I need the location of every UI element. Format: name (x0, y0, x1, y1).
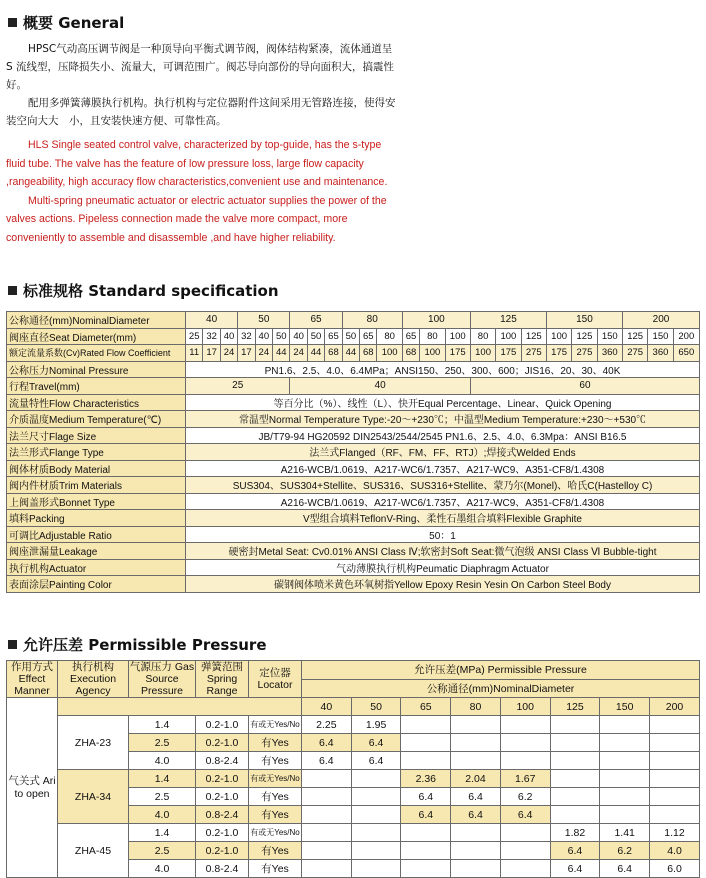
perm-value (600, 770, 650, 788)
perm-spring: 0.2-1.0 (196, 824, 249, 842)
spec-cell: 80 (470, 328, 495, 345)
perm-value: 6.4 (401, 806, 451, 824)
spec-cell: 等百分比（%）、线性（L）、快开Equal Percentage、Linear、Quick Opening (186, 394, 700, 411)
perm-value (451, 752, 501, 770)
perm-value (401, 860, 451, 878)
spec-cell: 50 (342, 328, 359, 345)
perm-value (351, 842, 401, 860)
general-en-paragraph-1: HLS Single seated control valve, characterized by top-guide, has the s-type fluid tube. The valve has the feature of low pressure loss, large flow capacity ,rangeability, high accuracy flow characteristics,convenient use and maintenance. (6, 139, 388, 188)
perm-table (6, 660, 700, 878)
perm-gas: 1.4 (129, 716, 196, 734)
perm-value: 1.82 (550, 824, 600, 842)
perm-value (302, 824, 352, 842)
spec-cell: A216-WCB/1.0619、A217-WC6/1.7357、A217-WC9、A351-CF8/1.4308 (186, 493, 700, 510)
perm-spring: 0.2-1.0 (196, 734, 249, 752)
perm-spring: 0.2-1.0 (196, 770, 249, 788)
perm-value: 6.4 (302, 752, 352, 770)
perm-row (7, 770, 700, 788)
perm-value: 2.36 (401, 770, 451, 788)
perm-diameter: 65 (401, 698, 451, 716)
spec-row-nominal (7, 312, 700, 329)
perm-value: 6.4 (351, 752, 401, 770)
perm-value: 6.4 (600, 860, 650, 878)
spec-cell: 40 (220, 328, 237, 345)
perm-value (650, 770, 700, 788)
perm-value (302, 770, 352, 788)
perm-gas: 2.5 (129, 734, 196, 752)
perm-locator: 有Yes (249, 734, 302, 752)
perm-agency: ZHA-23 (58, 716, 129, 770)
spec-cell: 80 (420, 328, 445, 345)
spec-cell: 17 (238, 345, 255, 362)
spec-heading-text: 标准规格 Standard specification (23, 282, 279, 300)
perm-locator: 有Yes (249, 806, 302, 824)
spec-cell: 40 (186, 312, 238, 329)
perm-value: 1.67 (500, 770, 550, 788)
perm-locator: 有Yes (249, 788, 302, 806)
perm-value (600, 752, 650, 770)
general-en-paragraph-2: Multi-spring pneumatic actuator or electric actuator supplies the power of the valves actions. Pipeless connection made the valve more compact, more conveniently to assemble and disassemble ,and have higher reliability. (6, 194, 387, 244)
spec-row (7, 477, 700, 494)
perm-value (351, 788, 401, 806)
perm-value (500, 860, 550, 878)
perm-row (7, 716, 700, 734)
spec-cell: 40 (290, 328, 307, 345)
perm-value (650, 716, 700, 734)
perm-value (600, 806, 650, 824)
spec-cell: 100 (377, 345, 402, 362)
spec-cell: 650 (673, 345, 699, 362)
spec-cell: 175 (496, 345, 521, 362)
perm-head-nominal: 公称通径(mm)NominalDiameter (302, 679, 700, 698)
perm-diameter: 100 (500, 698, 550, 716)
spec-cell: 200 (673, 328, 699, 345)
perm-diameter: 200 (650, 698, 700, 716)
spec-cell: 80 (377, 328, 402, 345)
perm-gas: 1.4 (129, 770, 196, 788)
perm-value (650, 806, 700, 824)
spec-cell: 68 (402, 345, 419, 362)
spec-cell: 68 (325, 345, 342, 362)
spec-label: 阀体材质Body Material (7, 460, 186, 477)
spec-cell: 68 (360, 345, 377, 362)
perm-spring: 0.8-2.4 (196, 860, 249, 878)
spec-label: 阀内件材质Trim Materials (7, 477, 186, 494)
bullet-square-icon (8, 18, 17, 27)
perm-value: 6.2 (500, 788, 550, 806)
perm-agency: ZHA-45 (58, 824, 129, 878)
perm-value (451, 734, 501, 752)
spec-cell: 60 (470, 378, 699, 395)
spec-cell: 50：1 (186, 526, 700, 543)
perm-head-locator: 定位器 Locator (249, 661, 302, 698)
spec-cell: 100 (402, 312, 470, 329)
spec-cell: SUS304、SUS304+Stellite、SUS316、SUS316+Stellite、蒙乃尔(Monel)、哈氏C(Hastelloy C) (186, 477, 700, 494)
perm-row (7, 824, 700, 842)
perm-value: 6.4 (351, 734, 401, 752)
spec-cell: 50 (273, 328, 290, 345)
perm-value: 1.95 (351, 716, 401, 734)
spec-label: 流量特性Flow Characteristics (7, 394, 186, 411)
spec-cell: 65 (402, 328, 419, 345)
general-heading-text: 概要 General (23, 14, 125, 32)
perm-diameter: 50 (351, 698, 401, 716)
spec-cell: 100 (420, 345, 445, 362)
spec-row (7, 510, 700, 527)
spec-cell: 11 (186, 345, 203, 362)
spec-label: 填料Packing (7, 510, 186, 527)
spec-row (7, 543, 700, 560)
perm-locator: 有Yes (249, 860, 302, 878)
perm-value (550, 788, 600, 806)
bullet-square-icon (8, 286, 17, 295)
spec-label: 额定流量系数(Cv)Rated Flow Coefficient (7, 345, 186, 362)
spec-cell: 360 (597, 345, 622, 362)
perm-header-row (7, 661, 700, 680)
spec-cell: 100 (496, 328, 521, 345)
spec-row (7, 526, 700, 543)
perm-gas: 4.0 (129, 860, 196, 878)
spec-cell: 125 (572, 328, 597, 345)
spec-label: 阀座泄漏量Leakage (7, 543, 186, 560)
perm-value: 6.4 (550, 842, 600, 860)
general-cn-paragraph-1: HPSC气动高压调节阀是一种顶导向平衡式调节阀，阀体结构紧凑，流体通道呈 S 流线型，压降损失小、流量大，可调范围广。阀芯导向部份的导向面积大，搞震性好。 (6, 43, 395, 91)
spec-row (7, 427, 700, 444)
perm-value: 2.25 (302, 716, 352, 734)
perm-diameter: 80 (451, 698, 501, 716)
perm-value (650, 788, 700, 806)
spec-cell: 125 (622, 328, 647, 345)
spec-cell: 65 (360, 328, 377, 345)
perm-value (302, 842, 352, 860)
perm-gas: 4.0 (129, 752, 196, 770)
general-cn-text (6, 40, 402, 130)
perm-head-allow: 允许压差(MPa) Permissible Pressure (302, 661, 700, 680)
perm-diameter: 40 (302, 698, 352, 716)
spec-cell: 200 (622, 312, 699, 329)
perm-value: 1.41 (600, 824, 650, 842)
perm-locator: 有或无Yes/No (249, 824, 302, 842)
perm-locator: 有或无Yes/No (249, 770, 302, 788)
perm-value (302, 788, 352, 806)
perm-spring: 0.8-2.4 (196, 806, 249, 824)
spec-row (7, 444, 700, 461)
spec-label: 执行机构Actuator (7, 559, 186, 576)
spec-cell: 360 (648, 345, 673, 362)
perm-value: 6.0 (650, 860, 700, 878)
spec-cell: 气动薄膜执行机构Peumatic Diaphragm Actuator (186, 559, 700, 576)
perm-value (401, 716, 451, 734)
spec-row (7, 394, 700, 411)
perm-spring: 0.2-1.0 (196, 788, 249, 806)
perm-diameter-row (7, 698, 700, 716)
perm-value: 6.4 (500, 806, 550, 824)
spec-cell: 275 (572, 345, 597, 362)
spec-cell: 150 (597, 328, 622, 345)
spec-cell: 100 (445, 328, 470, 345)
perm-value (500, 734, 550, 752)
spec-cell: V型组合填料TeflonV-Ring、柔性石墨组合填料Flexible Graphite (186, 510, 700, 527)
spec-label: 表面涂层Painting Color (7, 576, 186, 593)
spec-cell: 125 (470, 312, 546, 329)
spec-label: 阀座直径Seat Diameter(mm) (7, 328, 186, 345)
spec-row (7, 460, 700, 477)
perm-value (302, 860, 352, 878)
spec-cell: 硬密封Metal Seat: Cv0.01% ANSI Class Ⅳ;软密封Soft Seat:微气泡级 ANSI Class Ⅵ Bubble-tight (186, 543, 700, 560)
perm-value (451, 860, 501, 878)
perm-spring: 0.2-1.0 (196, 716, 249, 734)
perm-value (451, 716, 501, 734)
spec-cell: 100 (470, 345, 495, 362)
perm-heading (8, 634, 267, 655)
spec-cell: 17 (203, 345, 220, 362)
spec-label: 公称压力Nominal Pressure (7, 361, 186, 378)
spec-cell: 50 (238, 312, 290, 329)
general-cn-paragraph-2: 配用多弹簧薄膜执行机构。执行机构与定位器附件这间采用无管路连接，使得安装空向大大 小，且安装快速方便、可靠性高。 (6, 97, 396, 127)
perm-value (451, 842, 501, 860)
spec-cell: 150 (648, 328, 673, 345)
spec-cell: 24 (255, 345, 272, 362)
spec-cell: JB/T79-94 HG20592 DIN2543/2544/2545 PN1.6、2.5、4.0、6.3Mpa：ANSI B16.5 (186, 427, 700, 444)
spec-row-travel (7, 378, 700, 395)
perm-head-effect: 作用方式 Effect Manner (7, 661, 58, 698)
spec-cell: 40 (290, 378, 470, 395)
perm-locator: 有Yes (249, 842, 302, 860)
spec-cell: 24 (220, 345, 237, 362)
spec-label: 行程Travel(mm) (7, 378, 186, 395)
spec-cell: 25 (186, 378, 290, 395)
perm-value (550, 806, 600, 824)
spec-cell: 65 (290, 312, 342, 329)
spec-cell: 44 (342, 345, 359, 362)
spec-cell: 100 (546, 328, 571, 345)
spec-cell: 44 (273, 345, 290, 362)
perm-value (351, 770, 401, 788)
perm-gas: 2.5 (129, 788, 196, 806)
general-heading (8, 12, 124, 33)
spec-label: 介质温度Medium Temperature(℃) (7, 411, 186, 428)
perm-value (351, 860, 401, 878)
spec-cell: 32 (238, 328, 255, 345)
spec-cell: 80 (342, 312, 402, 329)
perm-heading-text: 允许压差 Permissible Pressure (23, 636, 267, 654)
spec-row (7, 411, 700, 428)
perm-value: 6.4 (550, 860, 600, 878)
spec-row-seat (7, 328, 700, 345)
spec-row-pressure (7, 361, 700, 378)
perm-spring: 0.8-2.4 (196, 752, 249, 770)
perm-value (650, 752, 700, 770)
perm-value (600, 716, 650, 734)
spec-cell: 碳钢阀体喷米黄色环氧树指Yellow Epoxy Resin Yesin On Carbon Steel Body (186, 576, 700, 593)
perm-value: 1.12 (650, 824, 700, 842)
spec-row (7, 559, 700, 576)
perm-value (500, 824, 550, 842)
spec-row (7, 493, 700, 510)
spec-cell: 44 (307, 345, 324, 362)
spec-cell: 275 (622, 345, 647, 362)
perm-value: 2.04 (451, 770, 501, 788)
bullet-square-icon (8, 640, 17, 649)
spec-label: 法兰形式Flange Type (7, 444, 186, 461)
spec-label: 上阀盖形式Bonnet Type (7, 493, 186, 510)
perm-gas: 1.4 (129, 824, 196, 842)
spec-cell: 175 (546, 345, 571, 362)
spec-label: 公称通径(mm)NominalDiameter (7, 312, 186, 329)
spec-cell: 32 (203, 328, 220, 345)
perm-value (600, 734, 650, 752)
spec-heading (8, 280, 279, 301)
perm-value: 6.4 (401, 788, 451, 806)
spec-cell: 175 (445, 345, 470, 362)
spec-row-cv (7, 345, 700, 362)
spec-cell: 50 (307, 328, 324, 345)
spec-label: 可调比Adjustable Ratio (7, 526, 186, 543)
spec-cell: PN1.6、2.5、4.0、6.4MPa；ANSI150、250、300、600；JIS16、20、30、40K (186, 361, 700, 378)
perm-value (500, 842, 550, 860)
perm-spring: 0.2-1.0 (196, 842, 249, 860)
perm-locator: 有或无Yes/No (249, 716, 302, 734)
spec-cell: 常温型Normal Temperature Type:-20～+230℃；中温型Medium Temperature:+230～+530℃ (186, 411, 700, 428)
perm-value (500, 752, 550, 770)
perm-value (351, 824, 401, 842)
perm-value (550, 770, 600, 788)
perm-value: 4.0 (650, 842, 700, 860)
spec-cell: 125 (521, 328, 546, 345)
spec-row (7, 576, 700, 593)
spec-cell: 65 (325, 328, 342, 345)
general-en-text (6, 136, 402, 247)
perm-value: 6.4 (302, 734, 352, 752)
perm-head-agency: 执行机构 Execution Agency (58, 661, 129, 698)
perm-value (401, 752, 451, 770)
spec-cell: 25 (186, 328, 203, 345)
perm-value (550, 734, 600, 752)
perm-value (451, 824, 501, 842)
spec-cell: 40 (255, 328, 272, 345)
perm-value (401, 734, 451, 752)
perm-diameter: 150 (600, 698, 650, 716)
perm-value (351, 806, 401, 824)
perm-value (401, 842, 451, 860)
perm-gas: 4.0 (129, 806, 196, 824)
perm-gas: 2.5 (129, 842, 196, 860)
perm-value (600, 788, 650, 806)
spec-cell: A216-WCB/1.0619、A217-WC6/1.7357、A217-WC9、A351-CF8/1.4308 (186, 460, 700, 477)
perm-head-gas: 气源压力 Gas Source Pressure (129, 661, 195, 697)
perm-value: 6.4 (451, 788, 501, 806)
perm-value (650, 734, 700, 752)
perm-diameter: 125 (550, 698, 600, 716)
perm-agency: ZHA-34 (58, 770, 129, 824)
perm-value (401, 824, 451, 842)
spec-cell: 24 (290, 345, 307, 362)
spec-cell: 275 (521, 345, 546, 362)
perm-value (500, 716, 550, 734)
perm-effect-cell: 气关式 Ari to open (7, 698, 58, 878)
spec-cell: 150 (546, 312, 622, 329)
perm-head-spring: 弹簧范围 Spring Range (196, 661, 249, 698)
perm-locator: 有Yes (249, 752, 302, 770)
perm-value (550, 752, 600, 770)
spec-cell: 法兰式Flanged（RF、FM、FF、RTJ）;焊接式Welded Ends (186, 444, 700, 461)
perm-value: 6.2 (600, 842, 650, 860)
perm-value (550, 716, 600, 734)
perm-value (302, 806, 352, 824)
perm-diameter-blank (58, 698, 302, 716)
spec-label: 法兰尺寸Flage Size (7, 427, 186, 444)
perm-value: 6.4 (451, 806, 501, 824)
spec-table (6, 311, 700, 593)
